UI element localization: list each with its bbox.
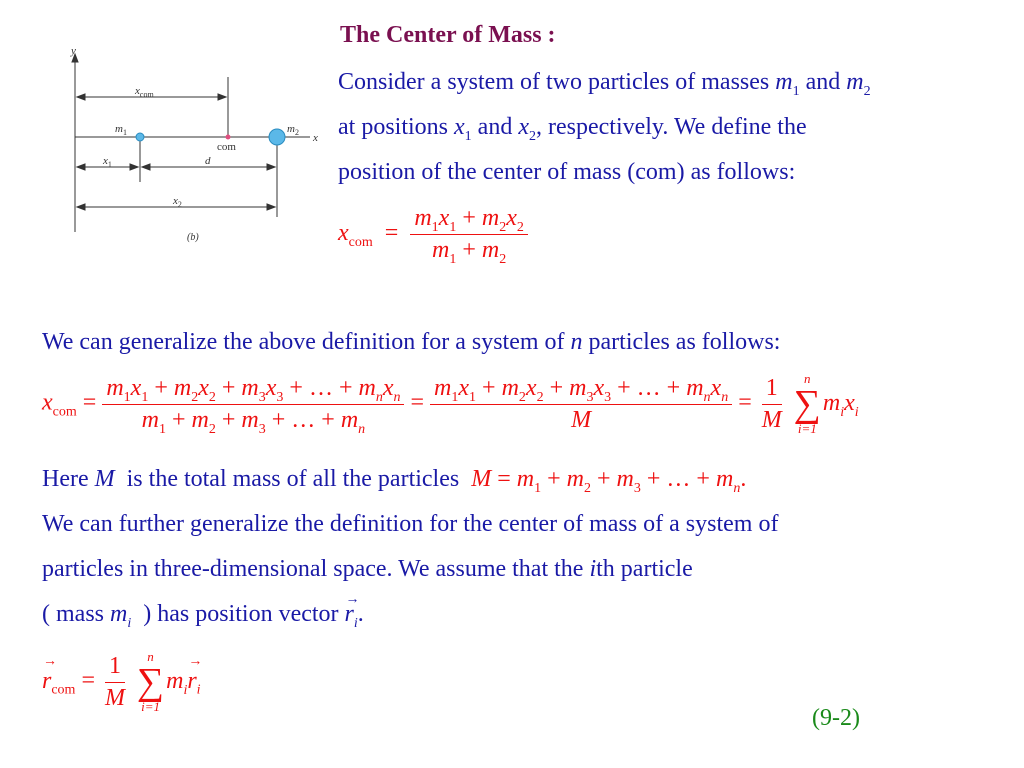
x1-label: x — [103, 155, 108, 167]
further-line-2: particles in three-dimensional space. We assume that the ith particle — [42, 556, 693, 582]
x-axis-label: x — [313, 132, 318, 144]
particle-m2 — [269, 129, 285, 145]
two-particle-figure — [55, 42, 340, 257]
svg-text:xcom: $x_{com}$ — [135, 85, 154, 99]
m2-label: m — [287, 123, 295, 135]
intro-line-1: Consider a system of two particles of masses $m_1$ and $m_2$ — [338, 69, 871, 99]
page-title: The Center of Mass : — [340, 22, 556, 48]
m1-label: m — [115, 123, 123, 135]
com-marker — [226, 135, 231, 140]
svg-text:m1: $m_1$ — [115, 123, 127, 137]
figure-caption: (b) — [187, 232, 199, 243]
d-label: d — [205, 155, 211, 167]
com-label: com — [217, 141, 236, 153]
x2-label: x — [173, 195, 178, 207]
equation-number: (9-2) — [812, 705, 860, 731]
total-mass-line: Here M is the total mass of all the particles $M = m_1 + m_2 + m_3$ + … + $m_n$. — [42, 466, 747, 496]
equation-vector-com: → $r_{com}$ = $\frac{1}{M}$ n ∑ i=1 $m_i\to r_i$ — [42, 650, 201, 714]
further-line-3: ( mass $m_i$ ) has position vector → $r_i$. — [42, 600, 364, 628]
equation-n-particle-com: $x_{com}$ = $\frac{m_1x_1 + m_2x_2 + m_3x_3 + \dots + m_nx_n}{m_1 + m_2 + m_3 + \dots + m_n}$ = $\frac{m_1x_1 + m_2x_2 + m_3x_3 + \dots + m_nx_n}{M}$ = $\frac{1}{M}$ n ∑ i=1 $m_ix_i$ — [42, 371, 859, 437]
xcom-label: x — [135, 85, 140, 97]
intro-line-2: at positions $x_1$ and $x_2$, respectively. We define the — [338, 114, 807, 144]
generalize-line: We can generalize the above definition for a system of n particles as follows: — [42, 329, 781, 355]
svg-text:x1: $x_1$ — [103, 155, 112, 169]
svg-text:m2: $m_2$ — [287, 123, 299, 137]
particle-m1 — [136, 133, 144, 141]
y-axis-label: y — [71, 45, 76, 57]
svg-text:x2: $x_2$ — [173, 195, 182, 209]
intro-line-3: position of the center of mass (com) as follows: — [338, 159, 796, 185]
further-line-1: We can further generalize the definition for the center of mass of a system of — [42, 511, 779, 537]
equation-two-particle-com: $x_{com}$ = $\frac{m_1x_1 + m_2x_2}{m_1 + m_2}$ — [338, 205, 528, 264]
